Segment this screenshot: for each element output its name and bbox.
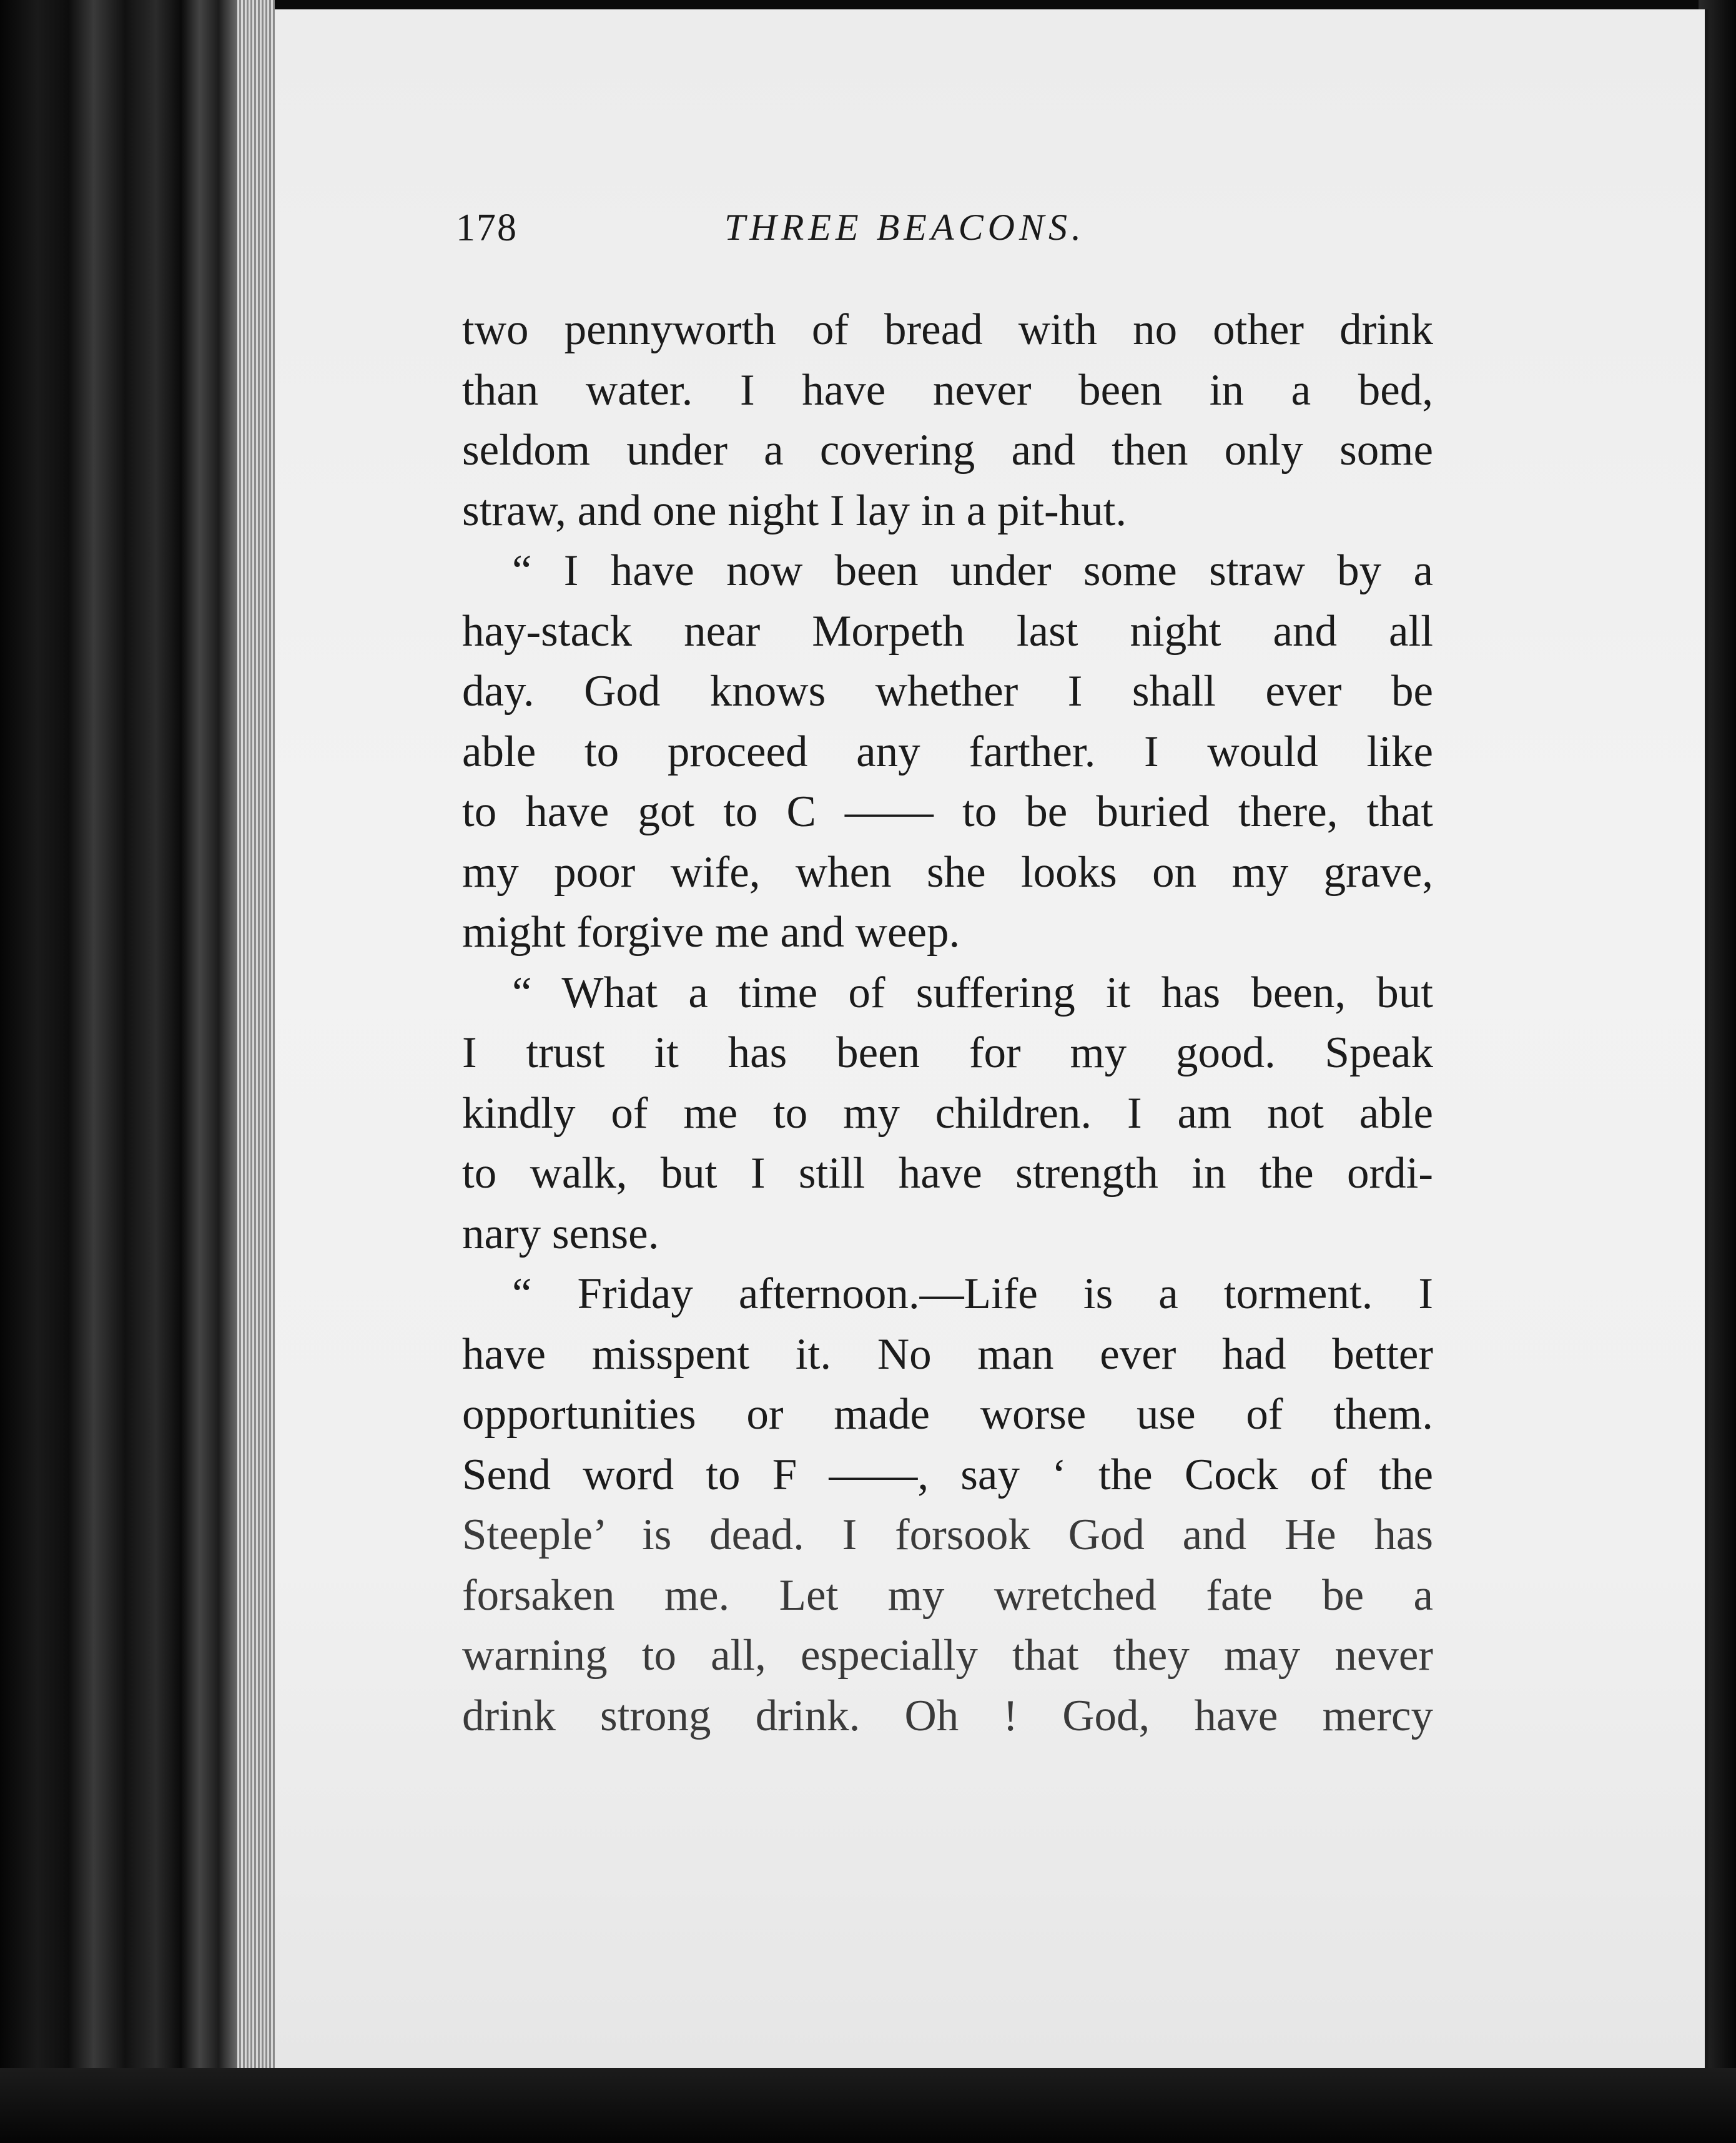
text-line: might forgive me and weep.: [462, 908, 960, 957]
page-body: [462, 300, 1433, 1746]
text-line: than water. I have never been in a bed,: [462, 365, 1433, 415]
page-header: [456, 206, 1430, 262]
page-number: 178: [456, 207, 518, 249]
text-line: opportunities or made worse use of them.: [462, 1390, 1433, 1439]
text-line: to walk, but I still have strength in the ordi-: [462, 1149, 1433, 1198]
page-edges: [237, 0, 275, 2079]
text-line: straw, and one night I lay in a pit-hut.: [462, 486, 1127, 535]
text-line: nary sense.: [462, 1209, 659, 1258]
text-line: two pennyworth of bread with no other drink: [462, 305, 1433, 354]
text-line: day. God knows whether I shall ever be: [462, 667, 1433, 716]
text-line: hay-stack near Morpeth last night and all: [462, 606, 1433, 656]
text-line: my poor wife, when she looks on my grave,: [462, 847, 1433, 897]
text-line: Send word to F ——, say ‘ the Cock of the: [462, 1450, 1433, 1499]
running-title: THREE BEACONS.: [724, 207, 1085, 248]
text-line: forsaken me. Let my wretched fate be a: [462, 1570, 1433, 1620]
text-line: have misspent it. No man ever had better: [462, 1329, 1433, 1379]
text-line: Steeple’ is dead. I forsook God and He has: [462, 1510, 1433, 1559]
text-line: able to proceed any farther. I would like: [462, 727, 1433, 776]
bottom-shadow: [0, 2068, 1736, 2143]
text-line: warning to all, especially that they may never: [462, 1631, 1433, 1680]
text-line: “ Friday afternoon.—Life is a torment. I: [512, 1269, 1433, 1318]
text-line: to have got to C —— to be buried there, that: [462, 787, 1433, 836]
book-binding: [0, 0, 262, 2143]
text-line: “ I have now been under some straw by a: [512, 546, 1433, 595]
text-line: I trust it has been for my good. Speak: [462, 1028, 1433, 1077]
text-line: kindly of me to my children. I am not able: [462, 1088, 1433, 1138]
text-line: seldom under a covering and then only some: [462, 426, 1433, 475]
text-line: drink strong drink. Oh ! God, have mercy: [462, 1691, 1433, 1740]
text-line: “ What a time of suffering it has been, but: [512, 968, 1433, 1017]
